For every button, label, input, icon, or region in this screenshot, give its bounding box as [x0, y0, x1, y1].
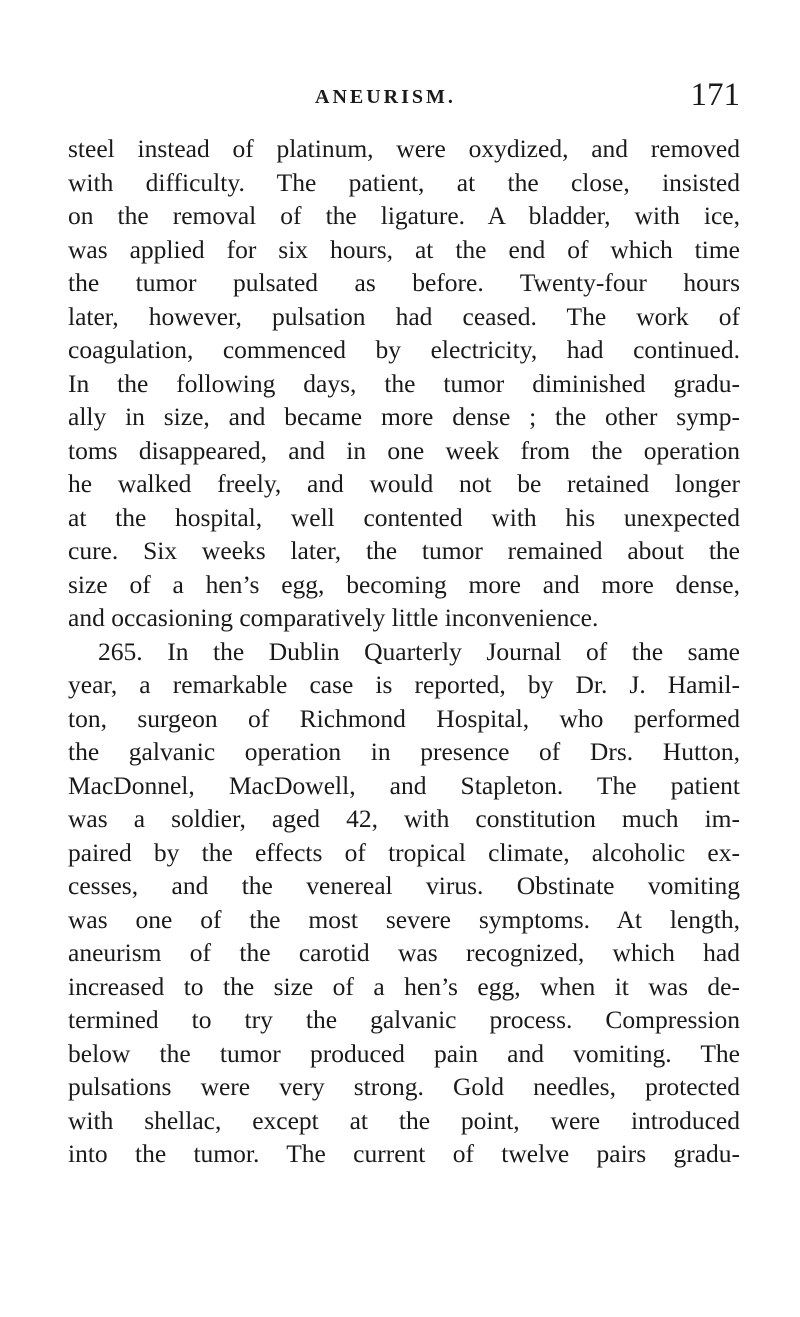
text-line: In the following days, the tumor diminished gradu-	[68, 368, 740, 398]
page-header	[68, 78, 740, 114]
text-line: below the tumor produced pain and vomiting. The	[68, 1038, 740, 1068]
paragraph-start-line: 265. In the Dublin Quarterly Journal of the same	[98, 636, 740, 666]
text-line: and occasioning comparatively little inconvenience.	[68, 603, 599, 632]
text-line: termined to try the galvanic process. Compression	[68, 1005, 740, 1034]
text-line: cure. Six weeks later, the tumor remained about the	[68, 536, 740, 565]
page-number: 171	[690, 77, 740, 113]
text-line: with difficulty. The patient, at the close, insisted	[68, 167, 740, 197]
text-line: at the hospital, well contented with his unexpected	[68, 502, 740, 532]
text-line: year, a remarkable case is reported, by Dr. J. Hamil-	[68, 670, 740, 699]
text-line: ton, surgeon of Richmond Hospital, who performed	[68, 703, 740, 733]
text-line: increased to the size of a hen’s egg, when it was de-	[68, 971, 740, 1001]
running-head: ANEURISM.	[315, 86, 456, 108]
text-line: with shellac, except at the point, were introduced	[68, 1105, 740, 1135]
text-line: into the tumor. The current of twelve pairs gradu-	[68, 1139, 740, 1168]
text-line: on the removal of the ligature. A bladder, with ice,	[68, 201, 740, 230]
text-line: aneurism of the carotid was recognized, which had	[68, 938, 740, 967]
body-text	[68, 132, 740, 1171]
text-line: he walked freely, and would not be retained longer	[68, 469, 740, 498]
text-line: coagulation, commenced by electricity, had continued.	[68, 335, 740, 364]
text-line: size of a hen’s egg, becoming more and more dense,	[68, 569, 740, 599]
text-line: was a soldier, aged 42, with constitution much im-	[68, 804, 740, 833]
text-line: was one of the most severe symptoms. At length,	[68, 904, 740, 934]
text-line: cesses, and the venereal virus. Obstinate vomiting	[68, 871, 740, 900]
text-line: MacDonnel, MacDowell, and Stapleton. The patient	[68, 770, 740, 800]
text-line: the galvanic operation in presence of Drs. Hutton,	[68, 737, 740, 766]
text-line: later, however, pulsation had ceased. The work of	[68, 301, 740, 331]
text-line: paired by the effects of tropical climate, alcoholic ex-	[68, 837, 740, 867]
text-line: the tumor pulsated as before. Twenty-four hours	[68, 268, 740, 297]
text-line: steel instead of platinum, were oxydized, and removed	[68, 134, 740, 163]
text-line: pulsations were very strong. Gold needles, protected	[68, 1072, 740, 1101]
text-line: was applied for six hours, at the end of which time	[68, 234, 740, 264]
text-line: ally in size, and became more dense ; the other symp-	[68, 402, 740, 431]
text-line: toms disappeared, and in one week from the operation	[68, 435, 740, 465]
